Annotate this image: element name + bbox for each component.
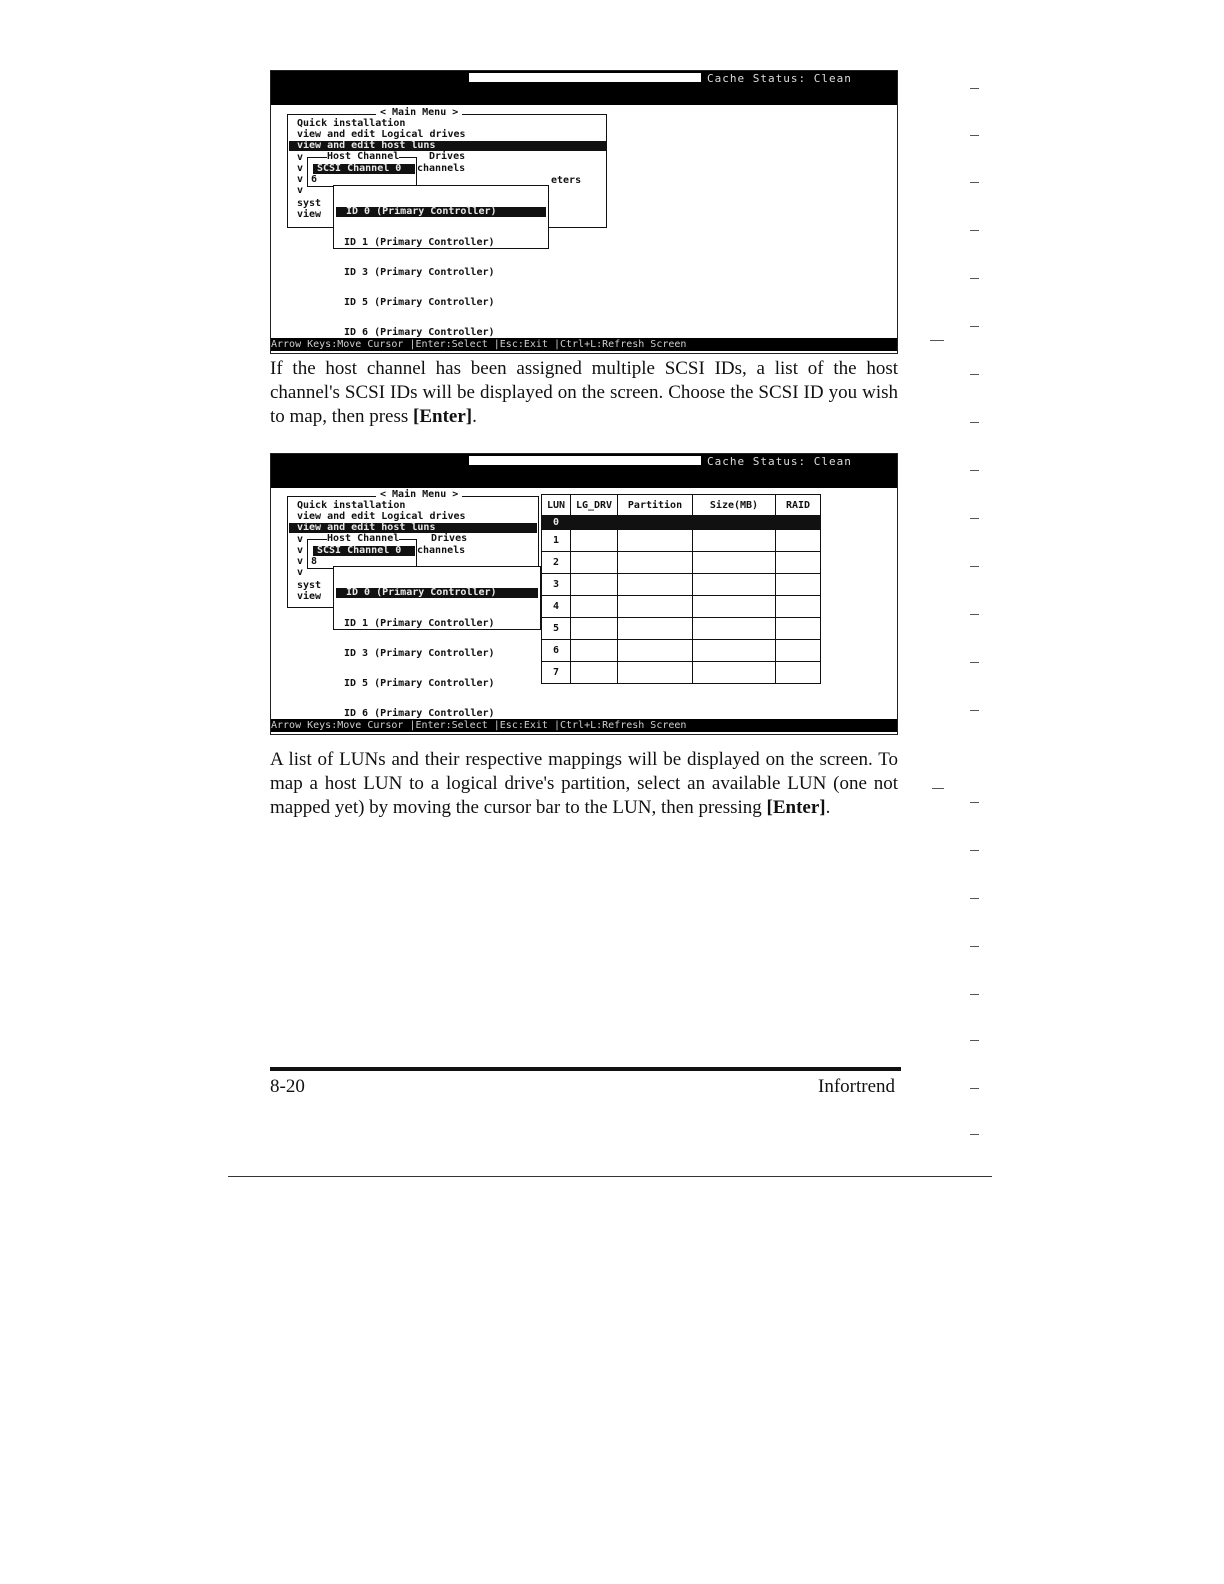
margin-tick bbox=[970, 1088, 979, 1089]
paragraph-choose-scsi-id bbox=[270, 357, 898, 429]
lun-cell bbox=[693, 574, 776, 596]
lun-cell bbox=[618, 640, 693, 662]
footer-rule bbox=[270, 1067, 901, 1071]
scsi-id-item[interactable]: ID 5 (Primary Controller) bbox=[344, 678, 495, 689]
title-box bbox=[469, 73, 701, 82]
margin-tick bbox=[970, 710, 979, 711]
menu-side-letter: view bbox=[297, 591, 322, 602]
lun-cell bbox=[571, 552, 618, 574]
lun-number: 4 bbox=[542, 596, 571, 618]
margin-tick bbox=[970, 662, 979, 663]
menu-side-letter: v bbox=[297, 545, 304, 556]
terminal-screenshot-2 bbox=[270, 453, 898, 735]
col-header-partition: Partition bbox=[618, 495, 693, 516]
col-header-lun: LUN bbox=[542, 495, 571, 516]
menu-item-view-edit-logical-drives[interactable]: view and edit Logical drives bbox=[297, 129, 466, 140]
menu-side-letter: v bbox=[297, 152, 304, 163]
lun-number: 0 bbox=[542, 516, 571, 530]
lun-cell bbox=[693, 516, 776, 530]
scan-edge-line bbox=[228, 1176, 992, 1177]
margin-tick bbox=[970, 566, 979, 567]
lun-cell bbox=[693, 640, 776, 662]
lun-cell bbox=[618, 516, 693, 530]
margin-tick bbox=[970, 135, 979, 136]
scsi-id-item[interactable]: ID 3 (Primary Controller) bbox=[344, 267, 495, 278]
lun-cell bbox=[693, 530, 776, 552]
lun-number: 6 bbox=[542, 640, 571, 662]
lun-cell bbox=[776, 552, 821, 574]
lun-cell bbox=[618, 574, 693, 596]
scsi-id-item[interactable]: ID 6 (Primary Controller) bbox=[344, 327, 495, 338]
lun-row[interactable] bbox=[542, 618, 821, 640]
channels-label: channels bbox=[417, 163, 466, 174]
lun-table bbox=[541, 494, 821, 684]
lun-cell bbox=[776, 640, 821, 662]
enter-key-label: [Enter] bbox=[413, 406, 473, 427]
lun-cell bbox=[571, 596, 618, 618]
menu-side-letter: syst bbox=[297, 580, 322, 591]
scsi-id-item-selected[interactable]: ID 0 (Primary Controller) bbox=[336, 588, 538, 598]
lun-row[interactable] bbox=[542, 574, 821, 596]
parameters-suffix: eters bbox=[551, 175, 582, 186]
menu-item-view-edit-host-luns[interactable]: view and edit host luns bbox=[289, 141, 607, 151]
paragraph-text: If the host channel has been assigned multiple SCSI IDs, a list of the host channel's SCSI IDs will be displayed on the screen. Choose the SCSI ID you wish to map, then press bbox=[270, 358, 898, 427]
margin-tick bbox=[970, 374, 979, 375]
cache-status: Cache Status: Clean bbox=[707, 72, 852, 85]
menu-item-view-edit-logical-drives[interactable]: view and edit Logical drives bbox=[297, 511, 466, 522]
scsi-id-item[interactable]: ID 6 (Primary Controller) bbox=[344, 708, 495, 719]
lun-cell bbox=[693, 596, 776, 618]
lun-cell bbox=[571, 530, 618, 552]
lun-cell bbox=[571, 574, 618, 596]
lun-cell bbox=[571, 640, 618, 662]
scsi-id-item[interactable]: ID 1 (Primary Controller) bbox=[344, 237, 495, 248]
page-number: 8-20 bbox=[270, 1076, 305, 1097]
title-bar bbox=[271, 71, 897, 105]
menu-side-letter: v bbox=[297, 556, 304, 567]
lun-number: 7 bbox=[542, 662, 571, 684]
menu-side-letter: v bbox=[297, 567, 304, 578]
margin-tick bbox=[970, 88, 979, 89]
lun-row[interactable] bbox=[542, 552, 821, 574]
menu-side-letter: syst bbox=[297, 198, 322, 209]
col-header-raid: RAID bbox=[776, 495, 821, 516]
margin-tick bbox=[970, 946, 979, 947]
terminal-screenshot-1 bbox=[270, 70, 898, 354]
margin-tick bbox=[970, 278, 979, 279]
channels-label: channels bbox=[417, 545, 466, 556]
lun-cell bbox=[776, 530, 821, 552]
lun-cell bbox=[571, 516, 618, 530]
menu-side-letter: v bbox=[297, 534, 304, 545]
drives-label: Drives bbox=[429, 151, 466, 162]
paragraph-text-end: . bbox=[472, 406, 477, 427]
col-header-size: Size(MB) bbox=[693, 495, 776, 516]
scsi-id-item-selected[interactable]: ID 0 (Primary Controller) bbox=[336, 207, 546, 217]
margin-tick bbox=[970, 230, 979, 231]
margin-tick bbox=[970, 850, 979, 851]
scsi-id-item[interactable]: ID 5 (Primary Controller) bbox=[344, 297, 495, 308]
lun-cell bbox=[693, 552, 776, 574]
lun-cell bbox=[776, 574, 821, 596]
lun-cell bbox=[618, 552, 693, 574]
scsi-id-list bbox=[333, 566, 541, 719]
lun-number: 3 bbox=[542, 574, 571, 596]
margin-tick bbox=[970, 1134, 979, 1135]
paragraph-text: A list of LUNs and their respective mappings will be displayed on the screen. To map a host LUN to a logical drive's partition, select an available LUN (one not mapped yet) by moving the cursor bar to the LUN, then pressing bbox=[270, 749, 898, 818]
margin-tick bbox=[970, 326, 979, 327]
lun-row[interactable] bbox=[542, 530, 821, 552]
lun-row[interactable] bbox=[542, 596, 821, 618]
menu-item-quick-installation[interactable]: Quick installation bbox=[297, 118, 406, 129]
scsi-id-item[interactable]: ID 3 (Primary Controller) bbox=[344, 648, 495, 659]
paragraph-text-end: . bbox=[825, 797, 831, 818]
drives-label: Drives bbox=[431, 533, 468, 544]
lun-number: 2 bbox=[542, 552, 571, 574]
lun-cell bbox=[693, 662, 776, 684]
margin-tick bbox=[970, 614, 979, 615]
menu-number-8: 8 bbox=[311, 556, 318, 567]
main-menu-title: < Main Menu > bbox=[376, 108, 462, 118]
lun-row[interactable] bbox=[542, 640, 821, 662]
lun-cell bbox=[618, 662, 693, 684]
lun-cell bbox=[693, 618, 776, 640]
status-bar: Arrow Keys:Move Cursor |Enter:Select |Esc:Exit |Ctrl+L:Refresh Screen bbox=[271, 719, 897, 732]
lun-number: 1 bbox=[542, 530, 571, 552]
lun-cell bbox=[571, 618, 618, 640]
lun-row-selected[interactable] bbox=[542, 516, 821, 530]
cache-status: Cache Status: Clean bbox=[707, 455, 852, 468]
margin-tick bbox=[970, 518, 979, 519]
host-channel-title: Host Channel bbox=[327, 533, 400, 544]
menu-side-letter: v bbox=[297, 174, 304, 185]
lun-row[interactable] bbox=[542, 662, 821, 684]
margin-tick bbox=[970, 994, 979, 995]
margin-tick bbox=[970, 422, 979, 423]
scsi-id-item[interactable]: ID 1 (Primary Controller) bbox=[344, 618, 495, 629]
menu-side-letter: v bbox=[297, 185, 304, 196]
host-channel-title: Host Channel bbox=[327, 151, 400, 162]
margin-tick bbox=[970, 1040, 979, 1041]
lun-cell bbox=[776, 516, 821, 530]
lun-cell bbox=[618, 530, 693, 552]
paragraph-lun-mapping bbox=[270, 748, 898, 820]
margin-tick bbox=[970, 182, 979, 183]
menu-side-letter: v bbox=[297, 163, 304, 174]
lun-cell bbox=[776, 662, 821, 684]
menu-side-letter: view bbox=[297, 209, 322, 220]
title-bar bbox=[271, 454, 897, 488]
menu-item-view-edit-host-luns[interactable]: view and edit host luns bbox=[289, 523, 537, 533]
lun-cell bbox=[618, 618, 693, 640]
menu-number-6: 6 bbox=[311, 174, 318, 185]
margin-tick bbox=[970, 470, 979, 471]
lun-number: 5 bbox=[542, 618, 571, 640]
status-bar: Arrow Keys:Move Cursor |Enter:Select |Esc:Exit |Ctrl+L:Refresh Screen bbox=[271, 338, 897, 351]
title-box bbox=[469, 456, 701, 465]
main-menu-title: < Main Menu > bbox=[376, 490, 462, 500]
scsi-channel-0-item[interactable]: SCSI Channel 0 bbox=[313, 546, 415, 556]
footer-brand: Infortrend bbox=[818, 1076, 896, 1097]
lun-cell bbox=[776, 596, 821, 618]
margin-tick bbox=[932, 788, 944, 789]
margin-tick bbox=[970, 898, 979, 899]
lun-cell bbox=[776, 618, 821, 640]
col-header-lg-drv: LG_DRV bbox=[571, 495, 618, 516]
margin-tick bbox=[970, 802, 979, 803]
lun-cell bbox=[571, 662, 618, 684]
lun-cell bbox=[618, 596, 693, 618]
margin-tick bbox=[930, 340, 944, 341]
enter-key-label: [Enter] bbox=[766, 797, 826, 818]
scsi-id-list bbox=[333, 185, 549, 338]
menu-item-quick-installation[interactable]: Quick installation bbox=[297, 500, 406, 511]
scsi-channel-0-item[interactable]: SCSI Channel 0 bbox=[313, 164, 415, 174]
